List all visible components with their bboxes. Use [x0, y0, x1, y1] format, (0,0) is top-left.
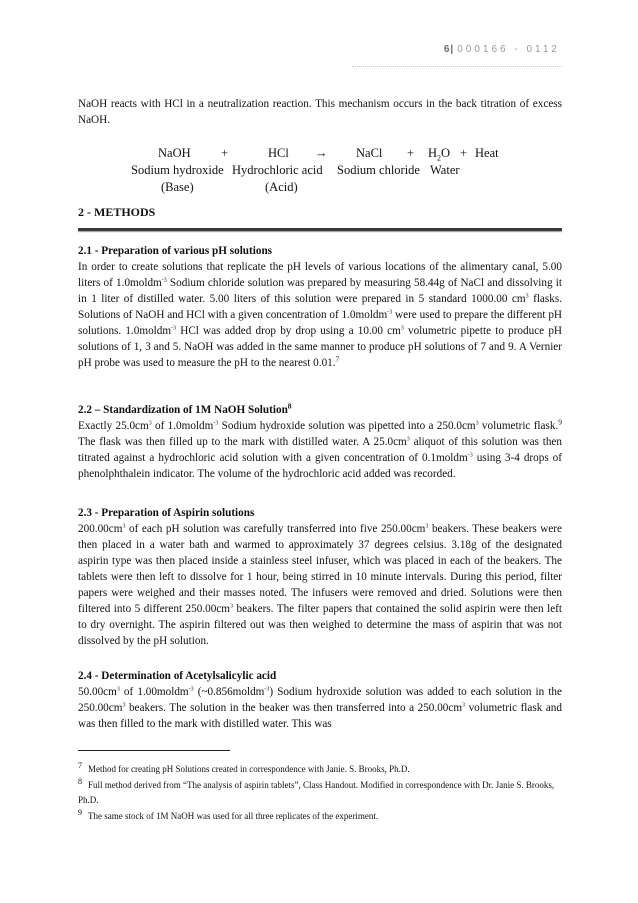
eq-product-nacl: NaCl — [356, 146, 383, 160]
eq-product-heat: Heat — [475, 146, 499, 160]
eq-arrow: → — [315, 146, 328, 160]
footnote-9: $^9$ The same stock of 1M NaOH was used for all three replicates of the experiment. — [78, 807, 379, 821]
footnote-ref-8: 8 — [287, 401, 292, 411]
eq-plus-1: + — [221, 146, 229, 160]
eq-product-water: $H_2O$ — [428, 146, 451, 163]
heading-2-3: 2.3 - Preparation of Aspirin solutions — [78, 507, 255, 519]
eq-plus-2: + — [407, 146, 415, 160]
heading-2-1: 2.1 - Preparation of various pH solutions — [78, 245, 273, 257]
eq-plus-3: + — [460, 146, 468, 160]
page-number: 6 — [443, 44, 450, 55]
document-code: 000166 - 0112 — [457, 44, 560, 55]
eq-reactant-naoh: NaOH — [158, 146, 191, 160]
footnote-ref-9: 9 — [558, 417, 562, 427]
eq-name-water: Water — [430, 163, 460, 177]
eq-name-hydrochloric-acid: Hydrochloric acid — [232, 163, 323, 177]
section-2-3: 2.3 - Preparation of Aspirin solutions $200.00cm^3$ of each pH solution was carefully transferred into five $250.00cm^3$ beakers. These beakers were then placed in a water bath and warmed to approximately 37 degrees celsius. 3.18g of the designated aspirin type was then placed inside a stainless steel infuser, which was placed in each of the beakers. The tablets were then left to dissolve for 1 hour, being stirred in 10 minute intervals. During this period, filter papers were weighed and their masses noted. The infusers were removed and dried. Solutions were then filtered into 5 different $250.00cm^3$ beakers. The filter papers that contained the solid aspirin were then left to dry overnight. The aspirin filtered out was then weighed to determine the mass of aspirin that was not dissolved by the pH solution. — [78, 507, 562, 647]
section-heading-methods: 2 - METHODS — [78, 205, 156, 219]
eq-reactant-hcl: HCl — [268, 146, 289, 160]
heading-2-2: 2.2 – Standardization of 1M NaOH Solution$^8$ — [78, 401, 292, 416]
header-rule — [352, 66, 562, 67]
footnote-rule — [78, 750, 230, 751]
section-2-2: 2.2 – Standardization of 1M NaOH Solution$^8$ Exactly $25.0cm^3$ of 1.0moldm$^{-3}$ Sodium hydroxide solution was pipetted into a $250.0cm^3$ volumetric flask.$^9$ The flask was then filled up to the mark with distilled water. A $25.0cm^3$ aliquot of this solution was then titrated against a hydrochloric acid solution with a given concentration of 0.1moldm$^{-3}$ using 3-4 drops of phenolphthalein indicator. The volume of the hydrochloric acid added was recorded. — [78, 401, 563, 480]
eq-class-acid: (Acid) — [265, 180, 298, 194]
page-header — [444, 44, 560, 55]
eq-name-sodium-hydroxide: Sodium hydroxide — [131, 163, 224, 177]
footnote-7: $^7$ Method for creating pH Solutions created in correspondence with Janie. S. Brooks, Ph.D. — [78, 761, 410, 774]
eq-name-sodium-chloride: Sodium chloride — [337, 163, 420, 177]
section-rule — [78, 228, 562, 231]
eq-class-base: (Base) — [161, 180, 194, 194]
intro-paragraph: NaOH reacts with HCl in a neutralization reaction. This mechanism occurs in the back titration of excess NaOH. — [78, 98, 562, 126]
footnote-8: $^8$ Full method derived from “The analysis of aspirin tablets”, Class Handout. Modified in correspondence with Dr. Janie S. Brooks, Ph.D. — [78, 776, 555, 805]
heading-2-4: 2.4 - Determination of Acetylsalicylic acid — [78, 670, 277, 682]
header-separator: | — [450, 44, 454, 55]
footnotes — [78, 762, 562, 824]
section-2-4: 2.4 - Determination of Acetylsalicylic acid $50.00cm^3$ of 1.00moldm$^{-3}$ (~0.856moldm$^{-3}$) Sodium hydroxide solution was added to each solution in the $250.00cm^3$ beakers. The solution in the beaker was then transferred into a $250.00cm^3$ volumetric flask and was then filled to the mark with distilled water. This was — [78, 670, 562, 730]
footnote-ref-7: 7 — [335, 354, 340, 364]
section-2-1: 2.1 - Preparation of various pH solutions In order to create solutions that replicate the pH levels of various locations of the alimentary canal, 5.00 liters of 1.0moldm$^{-3}$ Sodium chloride solution was prepared by measuring 58.44g of NaCl and dissolving it in 1 liter of distilled water. 5.00 liters of this solution were prepared in 5 standard 1000.00 $cm^3$ flasks. Solutions of NaOH and HCl with a given concentration of 1.0moldm$^{-3}$ were used to prepare the different pH solutions. 1.0moldm$^{-3}$ HCl was added drop by drop using a 10.00 $cm^3$ volumetric pipette to produce pH solutions of 1, 3 and 5. NaOH was added in the same manner to produce pH solutions of 7 and 9. A Vernier pH probe was used to measure the pH to the nearest 0.01.$^7$ — [78, 245, 562, 369]
